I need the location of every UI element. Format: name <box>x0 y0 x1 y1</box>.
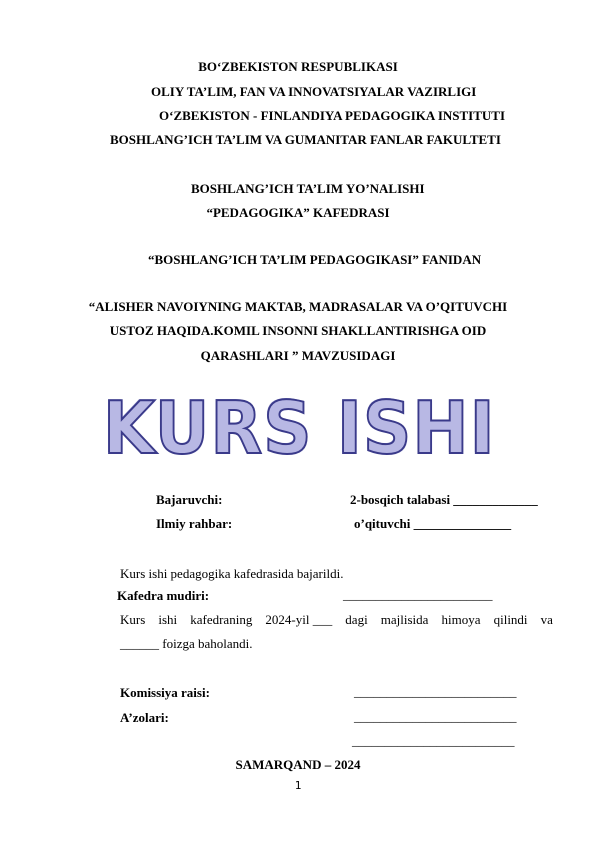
topic-line-2: USTOZ HAQIDA.KOMIL INSONNI SHAKLLANTIRISHGA OID <box>109 323 487 338</box>
defense-word: ishi <box>158 612 178 627</box>
defense-word: va <box>540 612 553 627</box>
commission-chair-label: Komissiya raisi: <box>120 685 210 700</box>
header-line-2: OLIY TA’LIM, FAN VA INNOVATSIYALAR VAZIRLIGI <box>151 84 477 99</box>
subject-line: “BOSHLANG’ICH TA’LIM PEDAGOGIKASI” FANIDAN <box>148 252 482 267</box>
head-label: Kafedra mudiri: <box>117 588 210 603</box>
member-line-1: _________________________ <box>354 709 517 724</box>
performer-label: Bajaruvchi: <box>156 492 223 507</box>
topic-line-3: QARASHLARI ” MAVZUSIDAGI <box>200 348 396 363</box>
head-signature-line: _______________________ <box>343 587 493 602</box>
defense-word: 2024-yil ___ <box>265 612 333 627</box>
city-year: SAMARQAND – 2024 <box>235 757 361 772</box>
member-line-2: _________________________ <box>352 733 515 748</box>
advisor-value: o’qituvchi _______________ <box>354 516 512 531</box>
defense-word: qilindi <box>493 612 528 627</box>
defense-word: Kurs <box>120 612 146 627</box>
commission-members-label: A’zolari: <box>120 710 169 725</box>
header-line-4: BOSHLANG’ICH TA’LIM VA GUMANITAR FANLAR FAKULTETI <box>110 132 501 147</box>
performer-value: 2-bosqich talabasi _____________ <box>350 492 538 507</box>
page-number: 1 <box>294 779 302 792</box>
defense-line <box>120 612 553 628</box>
header-line-3: O‘ZBEKISTON - FINLANDIYA PEDAGOGIKA INSTITUTI <box>159 108 506 123</box>
kurs-ishi-title: KURS ISHI <box>102 386 496 470</box>
header-line-1: BO‘ZBEKISTON RESPUBLIKASI <box>198 59 398 74</box>
completed-line: Kurs ishi pedagogika kafedrasida bajarildi. <box>120 566 344 581</box>
topic-line-1: “ALISHER NAVOIYNING MAKTAB, MADRASALAR VA O’QITUVCHI <box>88 299 508 314</box>
advisor-label: Ilmiy rahbar: <box>156 516 233 531</box>
defense-word: kafedraning <box>190 612 253 627</box>
header-line-5: BOSHLANG’ICH TA’LIM YO’NALISHI <box>191 181 425 196</box>
defense-word: majlisida <box>380 612 429 627</box>
commission-chair-line: _________________________ <box>354 684 517 699</box>
header-line-6: “PEDAGOGIKA” KAFEDRASI <box>206 205 390 220</box>
defense-word: dagi <box>345 612 368 627</box>
defense-line-2: ______ foizga baholandi. <box>120 636 253 651</box>
defense-word: himoya <box>441 612 481 627</box>
